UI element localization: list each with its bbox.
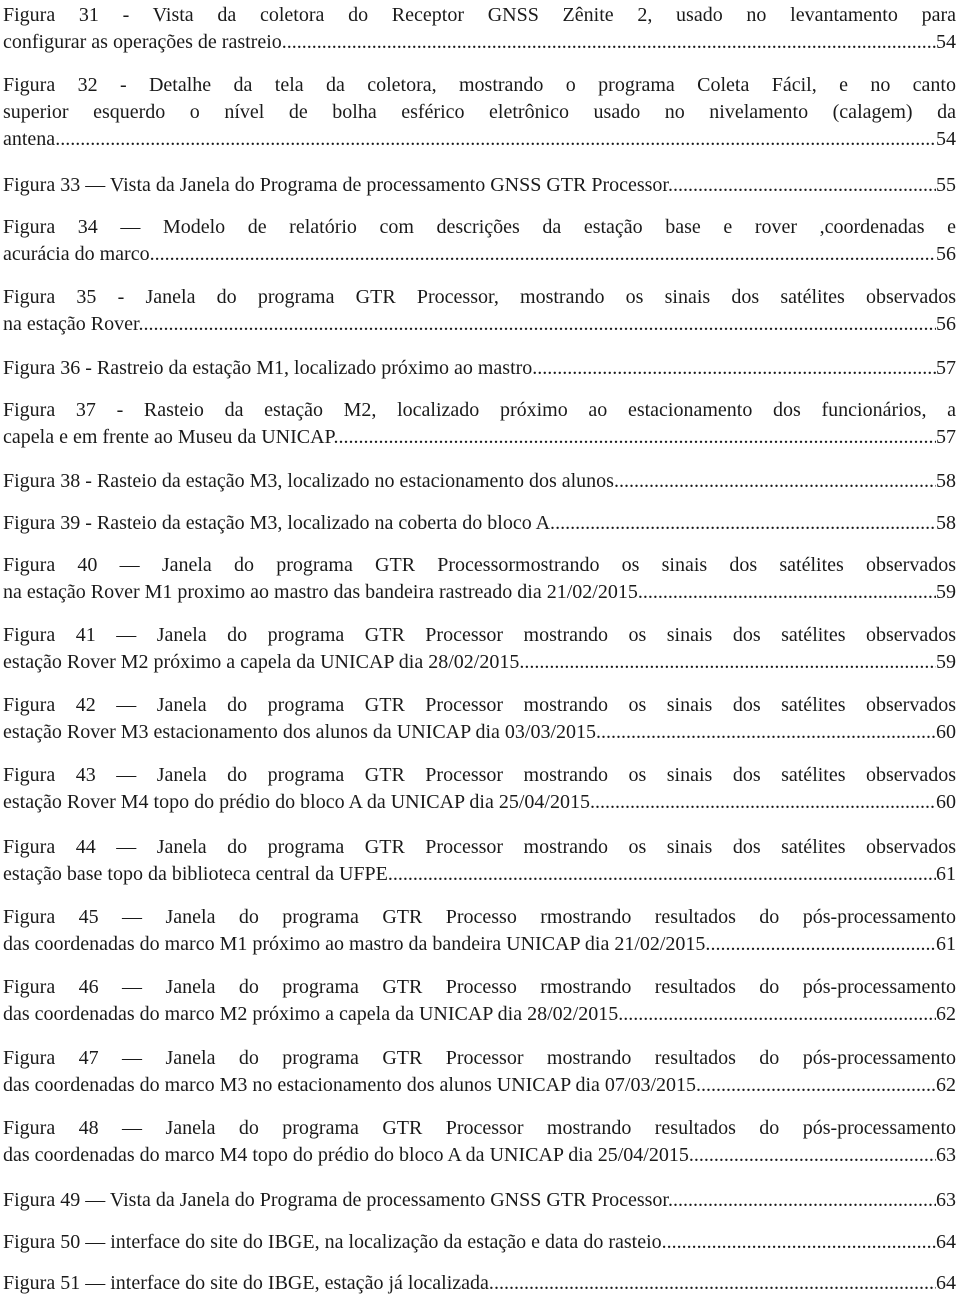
entry-line	[3, 397, 956, 424]
entry-last-line	[3, 424, 956, 451]
entry-line	[3, 284, 956, 311]
figure-entry[interactable]	[3, 1229, 956, 1256]
entry-last-line	[3, 29, 956, 56]
figure-entry[interactable]	[3, 692, 956, 746]
dot-leader	[601, 719, 936, 746]
entry-last-line	[3, 468, 956, 495]
page-number: 58	[936, 470, 956, 492]
entry-last-line	[3, 789, 956, 816]
dot-leader	[338, 424, 936, 451]
entry-text: Figura 41 — Janela do programa GTR Processor mostrando os sinais dos satélites observados	[3, 624, 956, 646]
page-number: 57	[936, 357, 956, 379]
entry-last-line	[3, 931, 956, 958]
entry-last-line	[3, 126, 956, 153]
entry-text: Figura 38 - Rasteio da estação M3, localizado no estacionamento dos alunos.	[3, 470, 619, 492]
figure-entry[interactable]	[3, 552, 956, 606]
entry-text: estação Rover M2 próximo a capela da UNICAP dia 28/02/2015.	[3, 651, 525, 673]
dot-leader	[643, 579, 936, 606]
entry-text: estação Rover M4 topo do prédio do bloco A da UNICAP dia 25/04/2015.	[3, 791, 595, 813]
page-number: 56	[936, 313, 956, 335]
dot-leader	[595, 789, 936, 816]
entry-text: das coordenadas do marco M4 topo do prédio do bloco A da UNICAP dia 25/04/2015.	[3, 1144, 694, 1166]
entry-line	[3, 99, 956, 126]
dot-leader	[694, 1142, 936, 1169]
entry-text: configurar as operações de rastreio.	[3, 31, 287, 53]
entry-last-line	[3, 1072, 956, 1099]
entry-line	[3, 974, 956, 1001]
figure-entry[interactable]	[3, 1187, 956, 1214]
page-number: 54	[936, 31, 956, 53]
entry-last-line	[3, 172, 956, 199]
page-number: 59	[936, 651, 956, 673]
dot-leader	[524, 649, 936, 676]
page-number: 62	[936, 1003, 956, 1025]
page-number: 54	[936, 128, 956, 150]
entry-last-line	[3, 861, 956, 888]
entry-last-line	[3, 510, 956, 537]
entry-text: Figura 51 — interface do site do IBGE, estação já localizada.	[3, 1272, 494, 1294]
dot-leader	[144, 311, 937, 338]
entry-text: estação Rover M3 estacionamento dos alunos da UNICAP dia 03/03/2015.	[3, 721, 602, 743]
entry-text: Figura 39 - Rasteio da estação M3, localizado na coberta do bloco A.	[3, 512, 556, 534]
figure-entry[interactable]	[3, 214, 956, 268]
page-number: 55	[936, 174, 956, 196]
dot-leader	[710, 931, 936, 958]
figure-entry[interactable]	[3, 1270, 956, 1297]
entry-text: capela e em frente ao Museu da UNICAP.	[3, 426, 339, 448]
dot-leader	[623, 1001, 936, 1028]
entry-text: Figura 48 — Janela do programa GTR Processor mostrando resultados do pós-processamento	[3, 1117, 956, 1139]
figure-entry[interactable]	[3, 904, 956, 958]
entry-text: Figura 50 — interface do site do IBGE, na localização da estação e data do rasteio.	[3, 1231, 667, 1253]
figure-entry[interactable]	[3, 397, 956, 451]
dot-leader	[494, 1270, 936, 1297]
page-number: 64	[936, 1272, 956, 1294]
entry-text: Figura 44 — Janela do programa GTR Processor mostrando os sinais dos satélites observados	[3, 836, 956, 858]
entry-line	[3, 552, 956, 579]
figure-entry[interactable]	[3, 468, 956, 495]
entry-last-line	[3, 1229, 956, 1256]
page-number: 57	[936, 426, 956, 448]
figure-entry[interactable]	[3, 2, 956, 56]
entry-text: das coordenadas do marco M1 próximo ao mastro da bandeira UNICAP dia 21/02/2015.	[3, 933, 711, 955]
page-number: 61	[936, 863, 956, 885]
entry-text: Figura 42 — Janela do programa GTR Processor mostrando os sinais dos satélites observados	[3, 694, 956, 716]
page-number: 61	[936, 933, 956, 955]
dot-leader	[287, 29, 936, 56]
dot-leader	[701, 1072, 936, 1099]
dot-leader	[155, 241, 936, 268]
entry-text: Figura 35 - Janela do programa GTR Processor, mostrando os sinais dos satélites observados	[3, 286, 956, 308]
entry-line	[3, 904, 956, 931]
figure-entry[interactable]	[3, 72, 956, 153]
entry-text: Figura 37 - Rasteio da estação M2, localizado próximo ao estacionamento dos funcionários, a	[3, 399, 956, 421]
entry-text: Figura 49 — Vista da Janela do Programa de processamento GNSS GTR Processor.	[3, 1189, 673, 1211]
entry-text: acurácia do marco.	[3, 243, 155, 265]
figure-entry[interactable]	[3, 622, 956, 676]
page-number: 60	[936, 791, 956, 813]
dot-leader	[673, 172, 936, 199]
entry-text: Figura 34 — Modelo de relatório com descrições da estação base e rover ,coordenadas e	[3, 216, 956, 238]
entry-line	[3, 1115, 956, 1142]
entry-last-line	[3, 719, 956, 746]
entry-text: na estação Rover M1 proximo ao mastro das bandeira rastreado dia 21/02/2015.	[3, 581, 643, 603]
entry-last-line	[3, 311, 956, 338]
entry-last-line	[3, 355, 956, 382]
entry-text: Figura 47 — Janela do programa GTR Processor mostrando resultados do pós-processamento	[3, 1047, 956, 1069]
dot-leader	[393, 861, 936, 888]
entry-text: estação base topo da biblioteca central da UFPE.	[3, 863, 393, 885]
page-number: 56	[936, 243, 956, 265]
figure-entry[interactable]	[3, 974, 956, 1028]
entry-last-line	[3, 1001, 956, 1028]
figure-entry[interactable]	[3, 834, 956, 888]
entry-text: na estação Rover.	[3, 313, 144, 335]
page-number: 58	[936, 512, 956, 534]
entry-text: das coordenadas do marco M3 no estacionamento dos alunos UNICAP dia 07/03/2015.	[3, 1074, 702, 1096]
entry-line	[3, 1045, 956, 1072]
entry-text: das coordenadas do marco M2 próximo a capela da UNICAP dia 28/02/2015.	[3, 1003, 624, 1025]
entry-last-line	[3, 1270, 956, 1297]
dot-leader	[537, 355, 936, 382]
figure-entry[interactable]	[3, 355, 956, 382]
entry-line	[3, 622, 956, 649]
page-number: 63	[936, 1144, 956, 1166]
entry-text: superior esquerdo o nível de bolha esférico eletrônico usado no nivelamento (calagem) da	[3, 101, 956, 123]
entry-last-line	[3, 579, 956, 606]
entry-text: Figura 43 — Janela do programa GTR Processor mostrando os sinais dos satélites observados	[3, 764, 956, 786]
entry-text: Figura 31 - Vista da coletora do Receptor GNSS Zênite 2, usado no levantamento para	[3, 4, 956, 26]
entry-text: Figura 32 - Detalhe da tela da coletora, mostrando o programa Coleta Fácil, e no canto	[3, 74, 956, 96]
figure-entry[interactable]	[3, 510, 956, 537]
entry-text: Figura 40 — Janela do programa GTR Processormostrando os sinais dos satélites observados	[3, 554, 956, 576]
figure-entry[interactable]	[3, 1115, 956, 1169]
entry-last-line	[3, 649, 956, 676]
page-number: 64	[936, 1231, 956, 1253]
dot-leader	[673, 1187, 936, 1214]
entry-line	[3, 762, 956, 789]
entry-line	[3, 834, 956, 861]
entry-line	[3, 692, 956, 719]
entry-last-line	[3, 1142, 956, 1169]
dot-leader	[667, 1229, 936, 1256]
dot-leader	[619, 468, 936, 495]
dot-leader	[60, 126, 936, 153]
page-number: 59	[936, 581, 956, 603]
entry-text: Figura 46 — Janela do programa GTR Processo rmostrando resultados do pós-processamento	[3, 976, 956, 998]
entry-line	[3, 72, 956, 99]
page-number: 63	[936, 1189, 956, 1211]
figure-entry[interactable]	[3, 284, 956, 338]
page-number: 62	[936, 1074, 956, 1096]
entry-text: Figura 33 — Vista da Janela do Programa de processamento GNSS GTR Processor.	[3, 174, 673, 196]
entry-line	[3, 2, 956, 29]
entry-text: Figura 45 — Janela do programa GTR Processo rmostrando resultados do pós-processamento	[3, 906, 956, 928]
page-number: 60	[936, 721, 956, 743]
entry-last-line	[3, 1187, 956, 1214]
figure-entry[interactable]	[3, 172, 956, 199]
entry-line	[3, 214, 956, 241]
entry-text: Figura 36 - Rastreio da estação M1, localizado próximo ao mastro.	[3, 357, 538, 379]
dot-leader	[555, 510, 936, 537]
figure-entry[interactable]	[3, 1045, 956, 1099]
figure-entry[interactable]	[3, 762, 956, 816]
entry-last-line	[3, 241, 956, 268]
entry-text: antena.	[3, 128, 61, 150]
